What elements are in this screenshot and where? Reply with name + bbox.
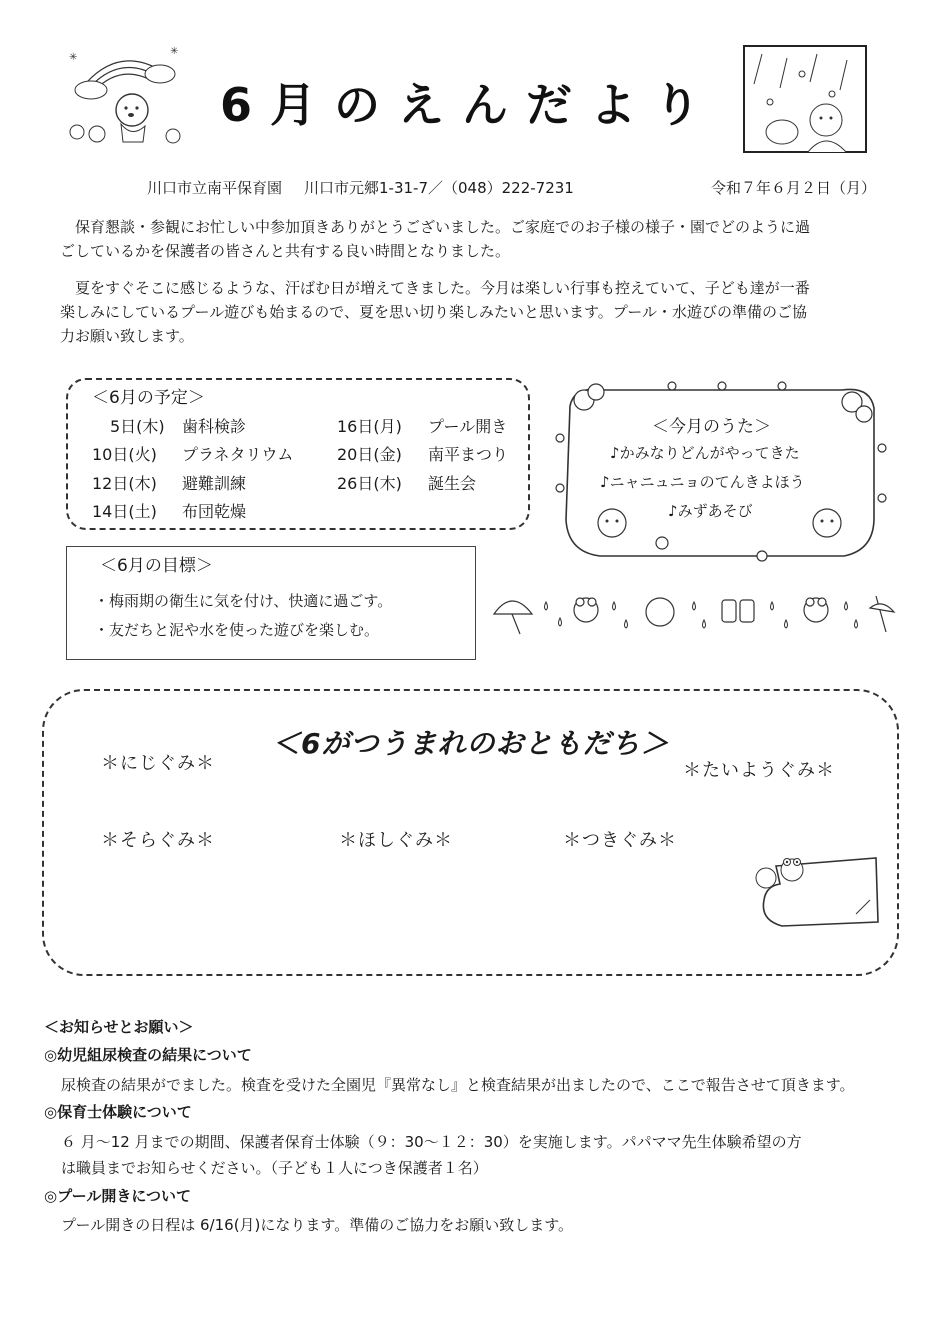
schedule-date: 14日(土)	[92, 502, 157, 521]
intro-paragraph-2	[60, 276, 900, 300]
class-taiyou: ＊たいようぐみ＊	[683, 760, 835, 781]
intro-paragraph-2-cont	[60, 300, 900, 348]
schedule-date: 26日(木)	[337, 474, 402, 493]
facility-address: 川口市元郷1-31-7／（048）222-7231	[304, 179, 574, 197]
goals-title: ＜6月の目標＞	[100, 556, 213, 576]
notices-heading: ＜お知らせとお願い＞	[44, 1018, 194, 1036]
schedule-event: 避難訓練	[182, 474, 247, 493]
schedule-date: 16日(月)	[337, 417, 402, 436]
schedule-title: ＜6月の予定＞	[92, 388, 205, 408]
rainy-window-illustration	[742, 44, 868, 154]
goal-item: ・梅雨期の衛生に気を付け、快適に過ごす。	[94, 592, 393, 610]
notice-title: ◎プール開きについて	[44, 1187, 192, 1205]
intro-paragraph-1	[60, 215, 900, 239]
frog-card-illustration	[752, 850, 882, 932]
schedule-event: 南平まつり	[428, 445, 509, 464]
class-tsuki: ＊つきぐみ＊	[563, 830, 677, 851]
intro-line: 夏をすぐそこに感じるような、汗ばむ日が増えてきました。今月は楽しい行事も控えていて、子ども達が一番	[75, 279, 810, 297]
issue-date: 令和７年６月２日（月）	[711, 179, 877, 197]
song-item: ♪みずあそび	[668, 502, 753, 520]
rainbow-dog-illustration	[65, 42, 195, 152]
song-item: ♪かみなりどんがやってきた	[610, 444, 800, 462]
notice-line: は職員までお知らせください。（子ども１人につき保護者１名）	[61, 1159, 488, 1177]
schedule-event: プール開き	[428, 417, 508, 436]
notice-line: プール開きの日程は 6/16(月)になります。準備のご協力をお願い致します。	[61, 1216, 574, 1234]
facility-name: 川口市立南平保育園	[147, 179, 283, 197]
notice-line: ６ 月～12 月までの期間、保護者保育士体験（９：30～１２：30）を実施します。パパママ先生体験希望の方	[61, 1133, 802, 1151]
goal-item: ・友だちと泥や水を使った遊びを楽しむ。	[94, 621, 380, 639]
schedule-date: 12日(木)	[92, 474, 157, 493]
notice-line: 尿検査の結果がでました。検査を受けた全園児『異常なし』と検査結果が出ましたので、ここで報告させて頂きます。	[61, 1076, 855, 1094]
intro-line: ごしているかを保護者の皆さんと共有する良い時間となりました。	[60, 242, 511, 260]
schedule-event: 布団乾燥	[182, 502, 247, 521]
birthday-title: ＜6がつうまれのおともだち＞	[272, 727, 670, 760]
schedule-event: 誕生会	[428, 474, 477, 493]
intro-line: 力お願い致します。	[60, 327, 194, 345]
svg-text:✳: ✳	[170, 46, 179, 57]
schedule-event: プラネタリウム	[182, 445, 294, 464]
schedule-date: 20日(金)	[337, 445, 402, 464]
intro-line: 楽しみにしているプール遊びも始まるので、夏を思い切り楽しみたいと思います。プール・水遊びの準備のご協	[60, 303, 808, 321]
class-sora: ＊そらぐみ＊	[101, 830, 215, 851]
schedule-date: 5日(木)	[110, 417, 165, 436]
svg-text:✳: ✳	[69, 52, 78, 63]
notice-title: ◎幼児組尿検査の結果について	[44, 1046, 252, 1064]
rain-frogs-decoration	[490, 588, 900, 640]
class-niji: ＊にじぐみ＊	[101, 753, 215, 774]
schedule-date: 10日(火)	[92, 445, 157, 464]
intro-paragraph-1-cont	[60, 239, 900, 263]
song-item: ♪ニャニュニョのてんきよほう	[600, 473, 805, 491]
page-title: 6月のえんだより	[220, 78, 719, 132]
notice-title: ◎保育士体験について	[44, 1103, 192, 1121]
schedule-event: 歯科検診	[182, 417, 247, 436]
song-title: ＜今月のうた＞	[652, 417, 771, 437]
class-hoshi: ＊ほしぐみ＊	[339, 830, 453, 851]
intro-line: 保育懇談・参観にお忙しい中参加頂きありがとうございました。ご家庭でのお子様の様子・園でどのように過	[75, 218, 811, 236]
